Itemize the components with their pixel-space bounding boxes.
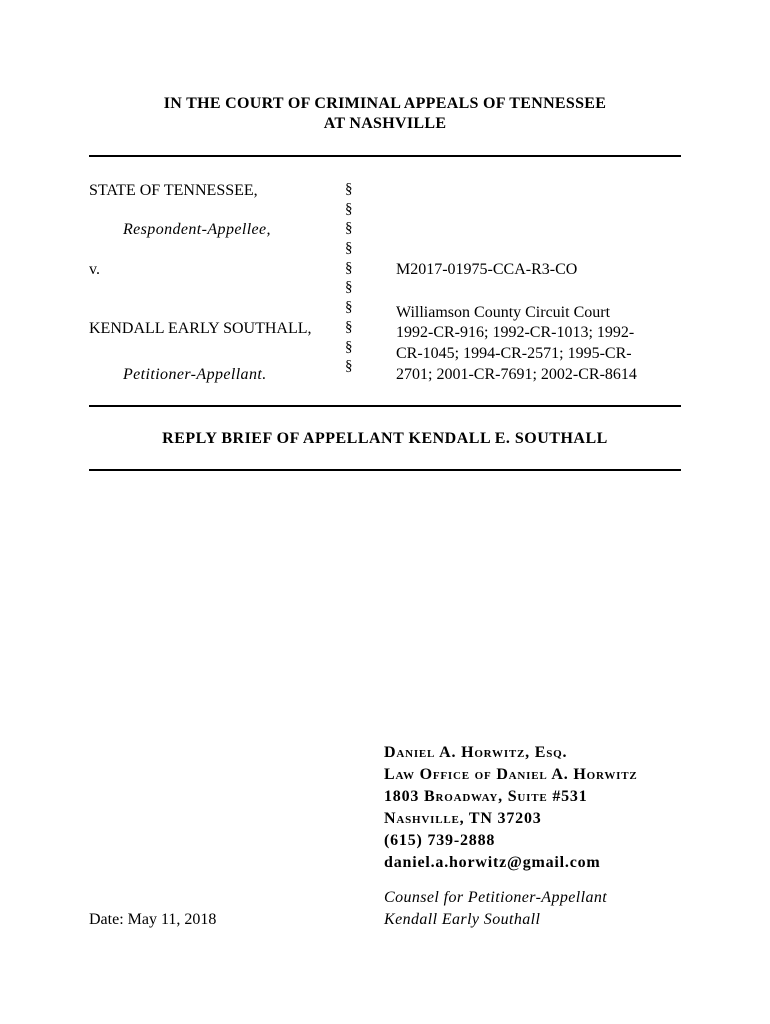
section-symbol: § bbox=[345, 279, 353, 296]
petitioner-role: Petitioner-Appellant. bbox=[123, 366, 267, 383]
counsel-city: Nashville, TN 37203 bbox=[384, 810, 542, 827]
section-symbol: § bbox=[345, 240, 353, 257]
case-number: M2017-01975-CCA-R3-CO bbox=[396, 261, 578, 278]
section-symbol: § bbox=[345, 358, 353, 375]
counsel-role-block bbox=[384, 887, 607, 931]
counsel-email: daniel.a.horwitz@gmail.com bbox=[384, 854, 601, 871]
party-petitioner: KENDALL EARLY SOUTHALL, bbox=[89, 320, 312, 337]
section-symbol-column bbox=[345, 180, 353, 377]
respondent-role: Respondent-Appellee, bbox=[123, 221, 271, 238]
docket-line-3: 2701; 2001-CR-7691; 2002-CR-8614 bbox=[396, 366, 637, 383]
counsel-phone: (615) 739-2888 bbox=[384, 832, 496, 849]
party-state: STATE OF TENNESSEE, bbox=[89, 182, 258, 199]
caption-divider bbox=[89, 405, 681, 407]
brief-title: REPLY BRIEF OF APPELLANT KENDALL E. SOUTHALL bbox=[162, 430, 608, 447]
counsel-address: 1803 Broadway, Suite #531 bbox=[384, 788, 588, 805]
section-symbol: § bbox=[345, 318, 353, 335]
filing-date: Date: May 11, 2018 bbox=[89, 911, 217, 928]
top-divider bbox=[89, 155, 681, 157]
section-symbol: § bbox=[345, 181, 353, 197]
counsel-role-line: Counsel for Petitioner-Appellant bbox=[384, 889, 608, 906]
section-symbol: § bbox=[345, 200, 353, 217]
counsel-name: Daniel A. Horwitz, Esq. bbox=[384, 744, 568, 761]
counsel-block bbox=[384, 742, 638, 874]
section-symbol: § bbox=[345, 299, 353, 316]
client-name-line: Kendall Early Southall bbox=[384, 911, 541, 928]
court-location-heading: AT NASHVILLE bbox=[323, 115, 447, 132]
counsel-firm: Law Office of Daniel A. Horwitz bbox=[384, 766, 638, 783]
title-divider bbox=[89, 469, 681, 471]
section-symbol: § bbox=[345, 338, 353, 355]
section-symbol: § bbox=[345, 220, 353, 237]
docket-line-2: CR-1045; 1994-CR-2571; 1995-CR- bbox=[396, 345, 632, 362]
section-symbol: § bbox=[345, 259, 353, 276]
court-name-heading: IN THE COURT OF CRIMINAL APPEALS OF TENNESSEE bbox=[163, 95, 607, 112]
trial-court-name: Williamson County Circuit Court bbox=[396, 304, 611, 321]
docket-line-1: 1992-CR-916; 1992-CR-1013; 1992- bbox=[396, 324, 635, 341]
versus-label: v. bbox=[89, 261, 100, 278]
